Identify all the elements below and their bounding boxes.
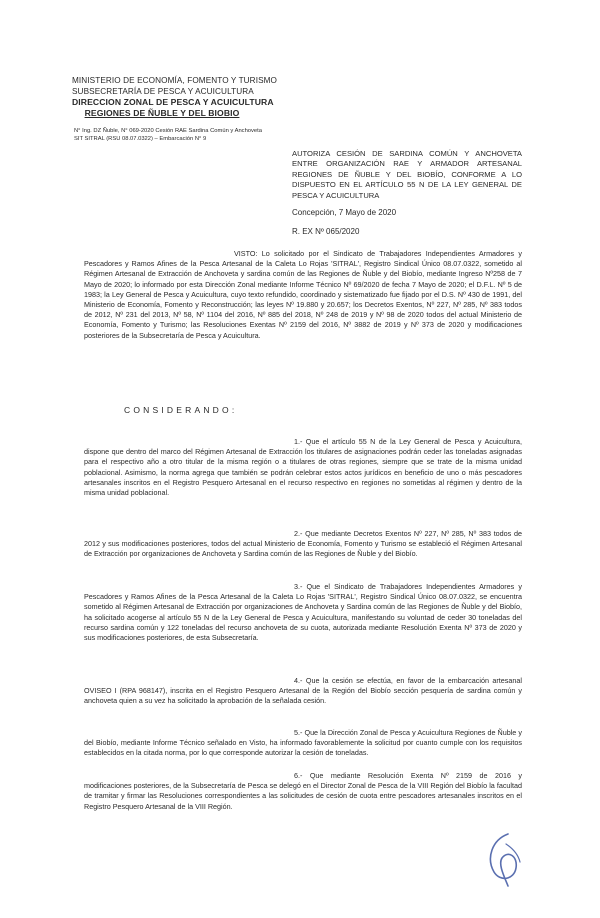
directorate-line: DIRECCION ZONAL DE PESCA Y ACUICULTURA bbox=[72, 97, 274, 107]
ministry-line: MINISTERIO DE ECONOMÍA, FOMENTO Y TURISMO bbox=[72, 76, 278, 85]
visto-paragraph: VISTO: Lo solicitado por el Sindicato de Trabajadores Independientes Armadores y Pescadores y Ramos Afines de la Pesca Artesanal de la Caleta Lo Rojas 'SITRAL', Registro Sindical Único 08.07.0322, sometido al Régimen Artesanal de Extracción de Anchoveta y sardina común de las Regiones de Ñuble y del Biobío, mediante Ingreso Nº258 de 7 Mayo de 2020; lo informado por esta Dirección Zonal mediante Informe Técnico Nº 69/2020 de fecha 7 Mayo de 2020; el D.F.L. Nº 5 de 1983; la Ley General de Pesca y Acuicultura, cuyo texto refundido, coordinado y sistematizado fue fijado por el D.S. Nº 430 de 1991, del Ministerio de Economía, Fomento y Reconstrucción; las leyes Nº 19.880 y 20.657; los Decretos Exentos, Nº 227, Nº 285, Nº 383 todos de 2012, Nº 231 del 2013, Nº 58, Nº 1104 del 2016, Nº 885 del 2018, Nº 248 de 2019 y Nº 98 de 2020 todos del actual Ministerio de Economía, Fomento y Turismo; las Resoluciones Exentas Nº 2159 del 2016, Nº 3882 de 2019 y Nº 373 de 2020 y modificaciones posteriores de la Subsecretaría de Pesca y Acuicultura. bbox=[84, 249, 522, 340]
considering-item-1: 1.- Que el artículo 55 N de la Ley General de Pesca y Acuicultura, dispone que dentro del marco del Régimen Artesanal de Extracción los titulares de asignaciones podrán ceder las toneladas asignadas para el respectivo año a otro titular de la misma región o a titulares de otras regiones, siempre que se trate de la misma unidad poblacional. Asimismo, la norma agrega que también se podrán celebrar estos actos jurídicos en beneficio de uno o más pescadores artesanales inscritos en el Registro Pesquero Artesanal en el recurso respectivo en regiones no sometidas al régimen y dentro de la misma unidad poblacional. bbox=[84, 437, 522, 498]
reference-line: N° Ing. DZ Ñuble, N° 069-2020 Cesión RAE Sardina Común y Anchoveta bbox=[74, 128, 262, 134]
regions-line: REGIONES DE ÑUBLE Y DEL BIOBIO bbox=[84, 107, 240, 118]
considering-item-3: 3.- Que el Sindicato de Trabajadores Independientes Armadores y Pescadores y Ramos Afines de la Pesca Artesanal de la Caleta Lo Rojas 'SITRAL', Registro Sindical Único 08.07.0322, se encuentra sometido al Régimen Artesanal de Extracción por organizaciones de Anchoveta y Sardina común de las Regiones de Ñuble y del Biobío, ha solicitado acogerse al artículo 55 N de la Ley General de Pesca y Acuicultura, manifestando su voluntad de ceder 30 toneladas del recurso sardina común y 122 toneladas del recurso anchoveta de su cuota, autorizada mediante Resolución Exenta Nº 373 de 2020 y sus modificaciones posteriores, de esta Subsecretaría. bbox=[84, 582, 522, 643]
considering-item-5: 5.- Que la Dirección Zonal de Pesca y Acuicultura Regiones de Ñuble y del Biobío, mediante Informe Técnico señalado en Visto, ha informado favorablemente la solicitud por cuanto cumple con los requisitos establecidos en la citada norma, por lo que corresponde autorizar la cesión de toneladas. bbox=[84, 728, 522, 758]
resolution-number: R. EX Nº 065/2020 bbox=[292, 227, 360, 236]
considering-item-2: 2.- Que mediante Decretos Exentos Nº 227, Nº 285, Nº 383 todos de 2012 y sus modificaciones posteriores, todos del actual Ministerio de Economía, Fomento y Turismo se estableció el Régimen Artesanal de Extracción por organizaciones de Anchoveta y Sardina común de las Regiones de Ñuble y del Biobío. bbox=[84, 529, 522, 559]
undersecretary-line: SUBSECRETARÍA DE PESCA Y ACUICULTURA bbox=[72, 86, 254, 96]
subject-block: AUTORIZA CESIÓN DE SARDINA COMÚN Y ANCHOVETA ENTRE ORGANIZACIÓN RAE Y ARMADOR ARTESANAL REGIONES DE ÑUBLE Y DEL BIOBÍO, CONFORME A LO DISPUESTO EN EL ARTÍCULO 55 N DE LA LEY GENERAL DE PESCA Y ACUICULTURA bbox=[292, 149, 522, 200]
considering-item-6: 6.- Que mediante Resolución Exenta Nº 2159 de 2016 y modificaciones posteriores, de la Subsecretaría de Pesca se delegó en el Director Zonal de Pesca de la VIII Región del Biobío la facultad de tramitar y firmar las Resoluciones correspondientes a las solicitudes de cesión de cuota entre pescadores artesanales inscritos en el Registro Pesquero Artesanal de la VIII Región. bbox=[84, 771, 522, 811]
date-line: Concepción, 7 Mayo de 2020 bbox=[292, 208, 397, 217]
institution-header bbox=[72, 76, 278, 118]
handwritten-initials bbox=[478, 830, 530, 888]
considering-heading: CONSIDERANDO: bbox=[124, 405, 238, 415]
considering-item-4: 4.- Que la cesión se efectúa, en favor de la embarcación artesanal OVISEO I (RPA 968147), inscrita en el Registro Pesquero Artesanal de la Región del Biobío sección pesquería de sardina común y anchoveta quien a su vez ha solicitado la aprobación de la señalada cesión. bbox=[84, 676, 522, 706]
reference-line: SIT SITRAL (RSU 08.07.0322) – Embarcación N° 9 bbox=[74, 136, 207, 143]
reference-block bbox=[74, 127, 304, 143]
